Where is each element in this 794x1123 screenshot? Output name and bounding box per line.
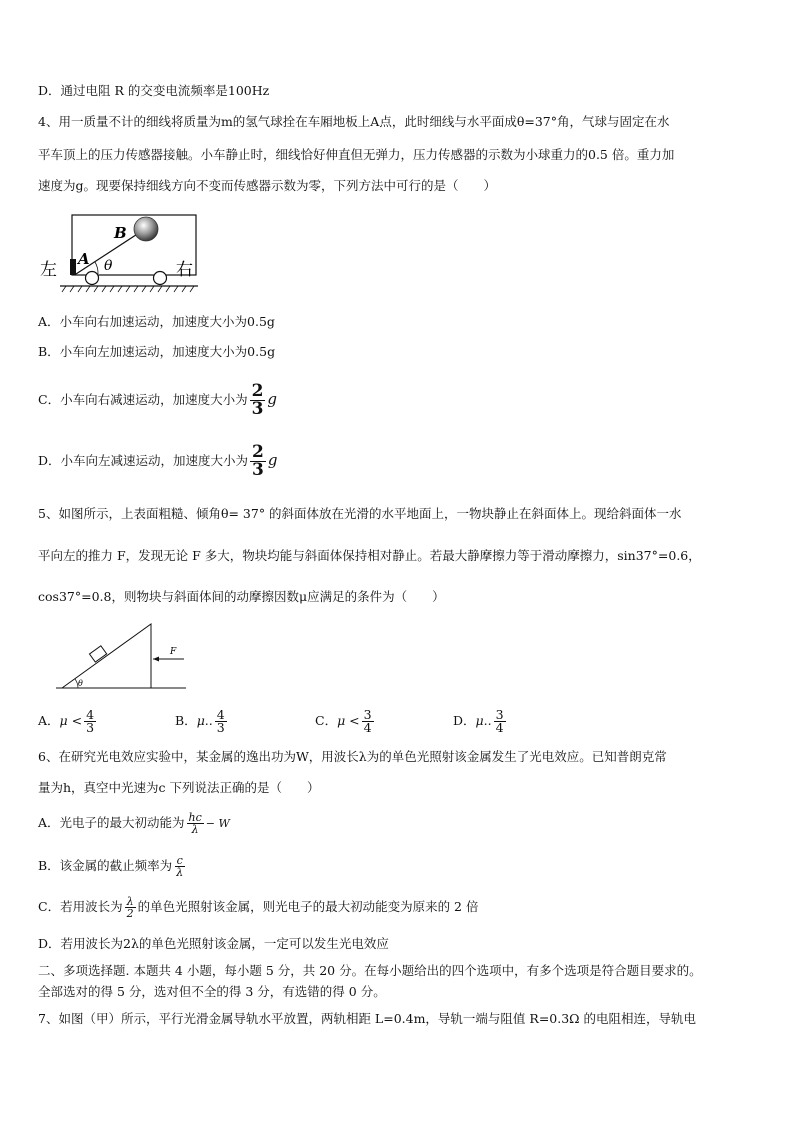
q5-option-c: C．μ < $\frac{3}{4}$ [315, 706, 372, 735]
q5-option-d: D．μ.. $\frac{3}{4}$ [453, 706, 504, 735]
label-right: 右 [176, 260, 193, 280]
frac-denominator: 3 [252, 460, 264, 480]
q4-option-c-fraction [250, 383, 266, 418]
q6-stem-line-2: 量为h，真空中光速为c 下列说法正确的是（ ） [38, 780, 320, 795]
q5-option-d-fraction: $\frac{3}{4}$ [495, 706, 504, 735]
wheel-right [154, 272, 167, 285]
label-f: F [170, 647, 177, 657]
q6-option-d: D．若用波长为2λ的单色光照射该金属，一定可以发生光电效应 [38, 936, 389, 951]
q4-stem-line-1: 4、用一质量不计的细线将质量为m的氢气球拴在车厢地板上A点，此时细线与水平面成θ=37°角，气球与固定在水 [38, 114, 670, 129]
frac-numerator: 2 [252, 442, 264, 462]
q6-option-c: C．若用波长为 $\frac{\lambda}{2}$ 的单色光照射该金属，则光电子的最大初动能变为原来的 2 倍 [38, 895, 479, 920]
section2-scoring: 全部选对的得 5 分，选对但不全的得 3 分，有选错的得 0 分。 [38, 984, 386, 999]
q4-stem-line-3: 速度为g。现要保持细线方向不变而传感器示数为零，下列方法中可行的是（ ） [38, 178, 497, 193]
q7-stem-line-1: 7、如图（甲）所示，平行光滑金属导轨水平放置，两轨相距 L=0.4m，导轨一端与阻值 R=0.3Ω 的电阻相连，导轨电 [38, 1011, 697, 1026]
q4-stem-line-2: 平车顶上的压力传感器接触。小车静止时，细线恰好伸直但无弹力，压力传感器的示数为小球重力的0.5 倍。重力加 [38, 147, 675, 162]
q5-stem-line-2: 平向左的推力 F，发现无论 F 多大，物块均能与斜面体保持相对静止。若最大静摩擦力等于滑动摩擦力，sin37°=0.6， [38, 548, 701, 563]
q5-stem-line-1: 5、如图所示，上表面粗糙、倾角θ= 37° 的斜面体放在光滑的水平地面上，一物块静止在斜面体上。现给斜面体一水 [38, 506, 682, 521]
q5-incline-figure [54, 620, 194, 692]
wheel-left [86, 272, 99, 285]
q4-option-b: B．小车向左加速运动，加速度大小为0.5g [38, 344, 276, 359]
q6-option-b: B．该金属的截止频率为 $\frac{c}{\lambda}$ [38, 854, 184, 879]
block [89, 646, 106, 662]
q4-option-d-fraction [250, 444, 266, 479]
label-b: B [114, 224, 127, 242]
q5-option-b: B．μ.. $\frac{4}{3}$ [175, 706, 225, 735]
q4-option-d [38, 440, 277, 481]
section2-heading: 二、多项选择题. 本题共 4 小题，每小题 5 分，共 20 分。在每小题给出的四个选项中，有多个选项是符合题目要求的。 [38, 963, 702, 978]
frac-numerator: 2 [251, 381, 264, 401]
q4-option-c [38, 379, 277, 420]
label-theta: θ [104, 258, 113, 274]
incline-wedge [62, 624, 151, 688]
q3-option-d: D．通过电阻 R 的交变电流频率是100Hz [38, 83, 270, 98]
q4-option-d-g: g [267, 451, 278, 469]
q5-stem-line-3: cos37°=0.8，则物块与斜面体间的动摩擦因数μ应满足的条件为（ ） [38, 589, 445, 604]
q5-option-c-fraction: $\frac{3}{4}$ [363, 706, 372, 735]
q4-option-a: A．小车向右加速运动，加速度大小为0.5g [38, 314, 275, 329]
q6-option-a: A．光电子的最大初动能为 $\frac{hc}{\lambda}$ − W [38, 811, 230, 836]
q4-cart-figure [38, 208, 203, 298]
q6-option-c-fraction: $\frac{\lambda}{2}$ [126, 895, 134, 920]
q5-option-b-fraction: $\frac{4}{3}$ [216, 706, 225, 735]
label-theta: θ [78, 679, 83, 688]
frac-denominator: 3 [251, 399, 264, 419]
q6-option-a-fraction: $\frac{hc}{\lambda}$ [188, 811, 202, 836]
anchor-block [70, 259, 76, 275]
label-left: 左 [40, 260, 57, 280]
q4-option-c-g: g [267, 390, 278, 408]
q4-option-c-text: C．小车向右减速运动，加速度大小为 [38, 392, 248, 407]
q5-option-a: A．μ < $\frac{4}{3}$ [38, 706, 95, 735]
q6-stem-line-1: 6、在研究光电效应实验中，某金属的逸出功为W，用波长λ为的单色光照射该金属发生了光电效应。已知普朗克常 [38, 749, 667, 764]
balloon [134, 217, 158, 241]
label-a: A [78, 250, 90, 268]
q6-option-b-fraction: $\frac{c}{\lambda}$ [176, 854, 184, 879]
q5-option-a-fraction: $\frac{4}{3}$ [86, 706, 95, 735]
q4-option-d-text: D．小车向左减速运动，加速度大小为 [38, 453, 249, 468]
